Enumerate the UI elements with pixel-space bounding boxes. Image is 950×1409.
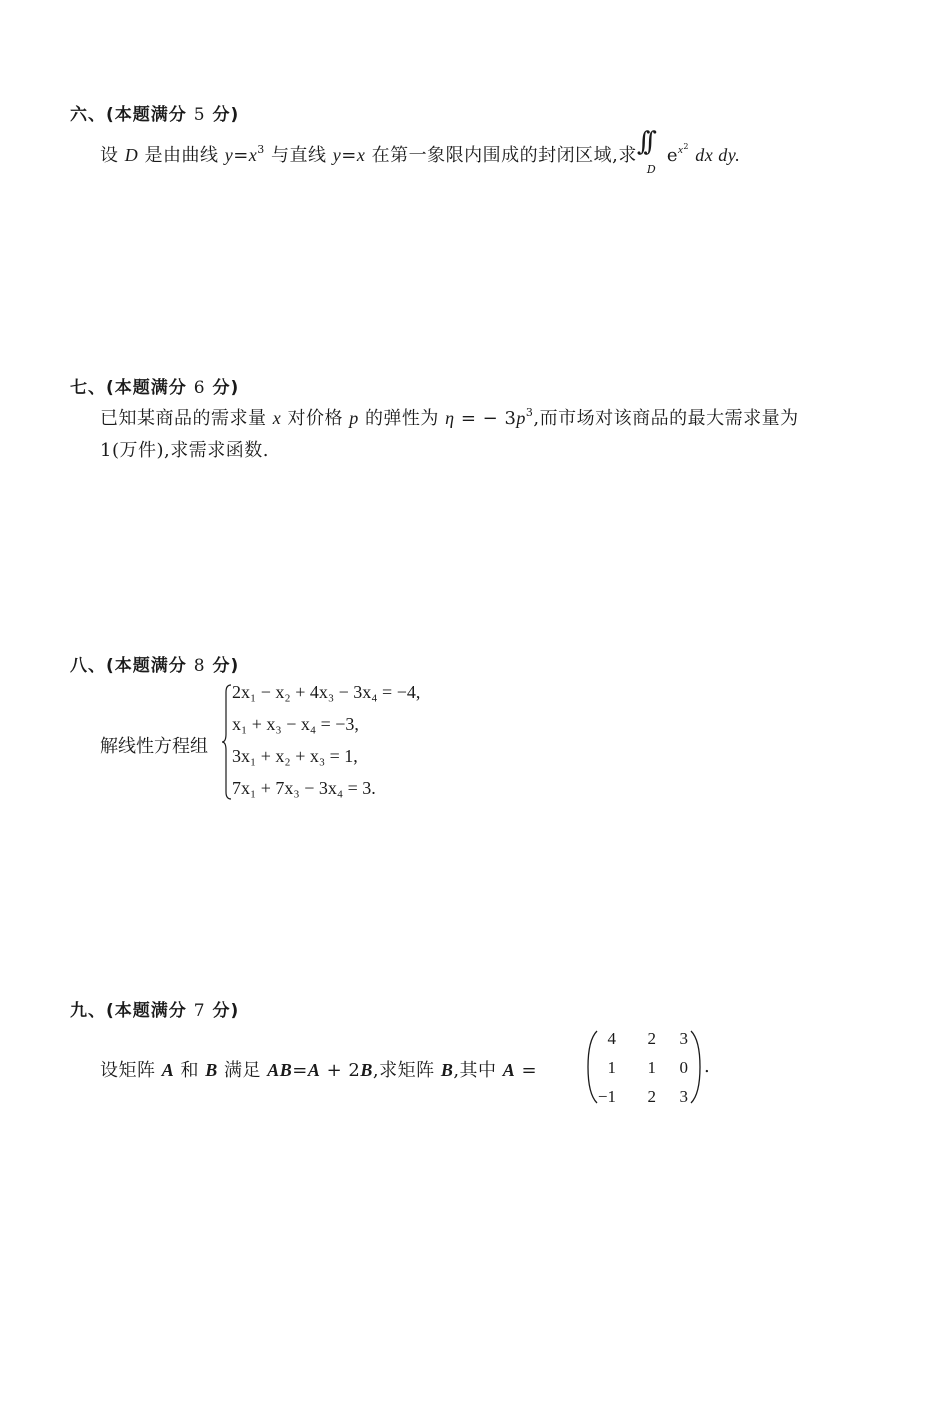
matrix-cell: −1 (597, 1087, 616, 1106)
question-9-title: 九、(本题满分 7 分) (70, 1001, 240, 1021)
matrix-cell: 4 (607, 1029, 616, 1048)
question-9-text: 设矩阵 A 和 B 满足 AB=A + 2B,求矩阵 B,其中 A = (100, 1060, 538, 1081)
double-integral: ∫∫ D (636, 127, 657, 176)
integral-sign: ∫∫ (636, 127, 650, 157)
question-7-line-1: 已知某商品的需求量 x 对价格 p 的弹性为 η = − $3p^3$,而市场对该商品的最大需求量为 (100, 406, 799, 429)
matrix-cell: 3 (679, 1029, 688, 1048)
question-7-line-2: 1(万件),求需求函数. (100, 440, 269, 461)
matrix-cell: 2 (647, 1087, 656, 1106)
equation-1: 2x₁ − x₂ + 4x₃ − 3x₄ = −4, (232, 682, 421, 702)
left-brace (222, 684, 232, 800)
matrix-cell: 1 (647, 1058, 656, 1077)
equation-4: 7x₁ + 7x₃ − 3x₄ = 3. (232, 778, 376, 798)
matrix-cell: 0 (679, 1058, 688, 1077)
equation-3: 3x₁ + x₂ + x₃ = 1, (232, 746, 358, 766)
question-6-title: 六、(本题满分 5 分) (70, 105, 240, 125)
question-7-title: 七、(本题满分 6 分) (70, 378, 240, 398)
matrix-cell: 2 (647, 1029, 656, 1048)
matrix-cell: 3 (679, 1087, 688, 1106)
matrix-cell: 1 (607, 1058, 616, 1077)
system-label: 解线性方程组 (100, 736, 208, 757)
question-8-title: 八、(本题满分 8 分) (70, 656, 240, 676)
matrix-period: . (704, 1056, 711, 1077)
equation-2: x₁ + x₃ − x₄ = −3, (232, 714, 359, 734)
matrix-right-paren (690, 1030, 702, 1104)
question-6-text: 设 D 是由曲线 $y=x^3$ 与直线 y=x 在第一象限内围成的封闭区域,求 ∫∫ D $e^{x^2}$ dx dy. (100, 127, 741, 176)
